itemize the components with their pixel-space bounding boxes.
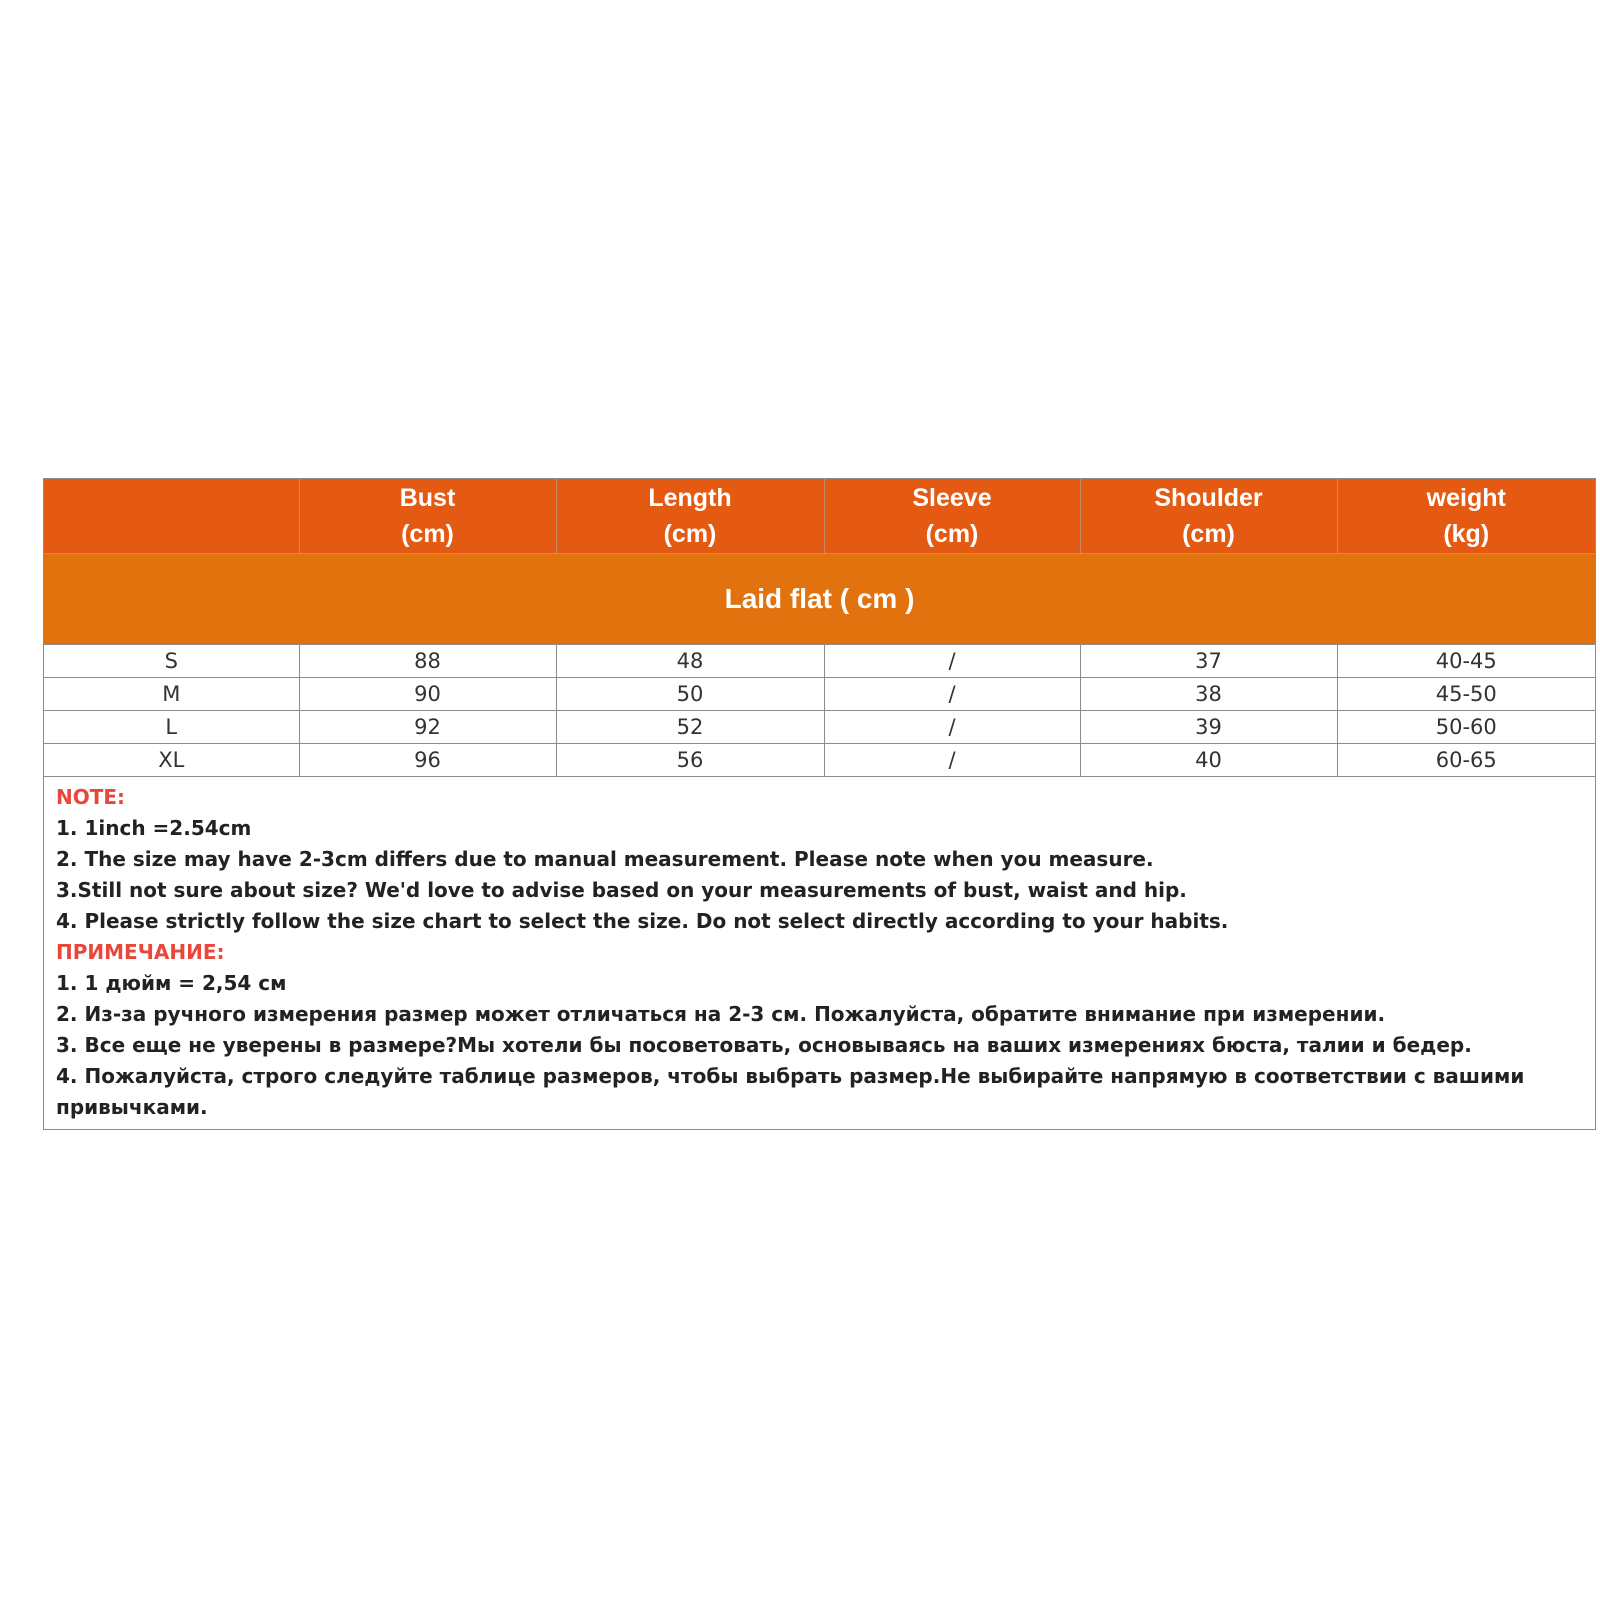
header-line2: (kg) <box>1443 520 1490 548</box>
sleeve-cell: / <box>824 678 1080 711</box>
bust-cell: 88 <box>299 645 556 678</box>
note-item-en: 4. Please strictly follow the size chart to select the size. Do not select directly according to your habits. <box>56 909 1229 933</box>
length-cell: 56 <box>556 744 824 777</box>
size-table <box>44 479 1595 776</box>
header-cell-bust <box>299 479 556 554</box>
header-line2: (cm) <box>1182 520 1235 548</box>
shoulder-cell: 39 <box>1080 711 1337 744</box>
sleeve-cell: / <box>824 744 1080 777</box>
bust-cell: 92 <box>299 711 556 744</box>
note-item-ru: 3. Все еще не уверены в размере?Мы хотели бы посоветовать, основываясь на ваших измерениях бюста, талии и бедер. <box>56 1033 1472 1057</box>
weight-cell: 45-50 <box>1337 678 1595 711</box>
laid-flat-label: Laid flat ( cm ) <box>44 554 1595 645</box>
header-cell-sleeve <box>824 479 1080 554</box>
header-cell-size <box>44 479 299 554</box>
header-line2: (cm) <box>401 520 454 548</box>
shoulder-cell: 38 <box>1080 678 1337 711</box>
table-row <box>44 711 1595 744</box>
header-line2: (cm) <box>663 520 717 548</box>
table-row <box>44 678 1595 711</box>
header-line1: weight <box>1426 484 1506 512</box>
bust-cell: 96 <box>299 744 556 777</box>
weight-cell: 60-65 <box>1337 744 1595 777</box>
weight-cell: 40-45 <box>1337 645 1595 678</box>
note-title-en: NOTE: <box>56 785 126 809</box>
size-cell: S <box>44 645 299 678</box>
size-chart <box>43 478 1596 1130</box>
header-line1: Bust <box>399 484 456 512</box>
note-title-ru: ПРИМЕЧАНИЕ: <box>56 940 225 964</box>
length-cell: 52 <box>556 711 824 744</box>
header-row <box>44 479 1595 554</box>
header-cell-weight <box>1337 479 1595 554</box>
table-row <box>44 645 1595 678</box>
length-cell: 50 <box>556 678 824 711</box>
size-cell: L <box>44 711 299 744</box>
table-row <box>44 744 1595 777</box>
laid-flat-row <box>44 554 1595 645</box>
note-item-ru: 2. Из-за ручного измерения размер может отличаться на 2-3 см. Пожалуйста, обратите внимание при измерении. <box>56 1002 1386 1026</box>
header-line1: Shoulder <box>1154 484 1263 512</box>
size-cell: XL <box>44 744 299 777</box>
header-line2: (cm) <box>925 520 979 548</box>
header-line1: Sleeve <box>912 484 992 512</box>
notes-section <box>44 776 1595 1129</box>
shoulder-cell: 40 <box>1080 744 1337 777</box>
shoulder-cell: 37 <box>1080 645 1337 678</box>
note-item-en: 2. The size may have 2-3cm differs due to manual measurement. Please note when you measure. <box>56 847 1154 871</box>
sleeve-cell: / <box>824 711 1080 744</box>
sleeve-cell: / <box>824 645 1080 678</box>
header-line1: Length <box>648 484 732 512</box>
weight-cell: 50-60 <box>1337 711 1595 744</box>
note-item-ru: 4. Пожалуйста, строго следуйте таблице размеров, чтобы выбрать размер.Не выбирайте напрямую в соответствии с вашими привычками. <box>56 1064 1525 1119</box>
header-cell-length <box>556 479 824 554</box>
length-cell: 48 <box>556 645 824 678</box>
header-cell-shoulder <box>1080 479 1337 554</box>
note-item-en: 1. 1inch =2.54cm <box>56 816 252 840</box>
bust-cell: 90 <box>299 678 556 711</box>
note-item-ru: 1. 1 дюйм = 2,54 см <box>56 971 287 995</box>
note-item-en: 3.Still not sure about size? We'd love to advise based on your measurements of bust, waist and hip. <box>56 878 1187 902</box>
size-cell: M <box>44 678 299 711</box>
